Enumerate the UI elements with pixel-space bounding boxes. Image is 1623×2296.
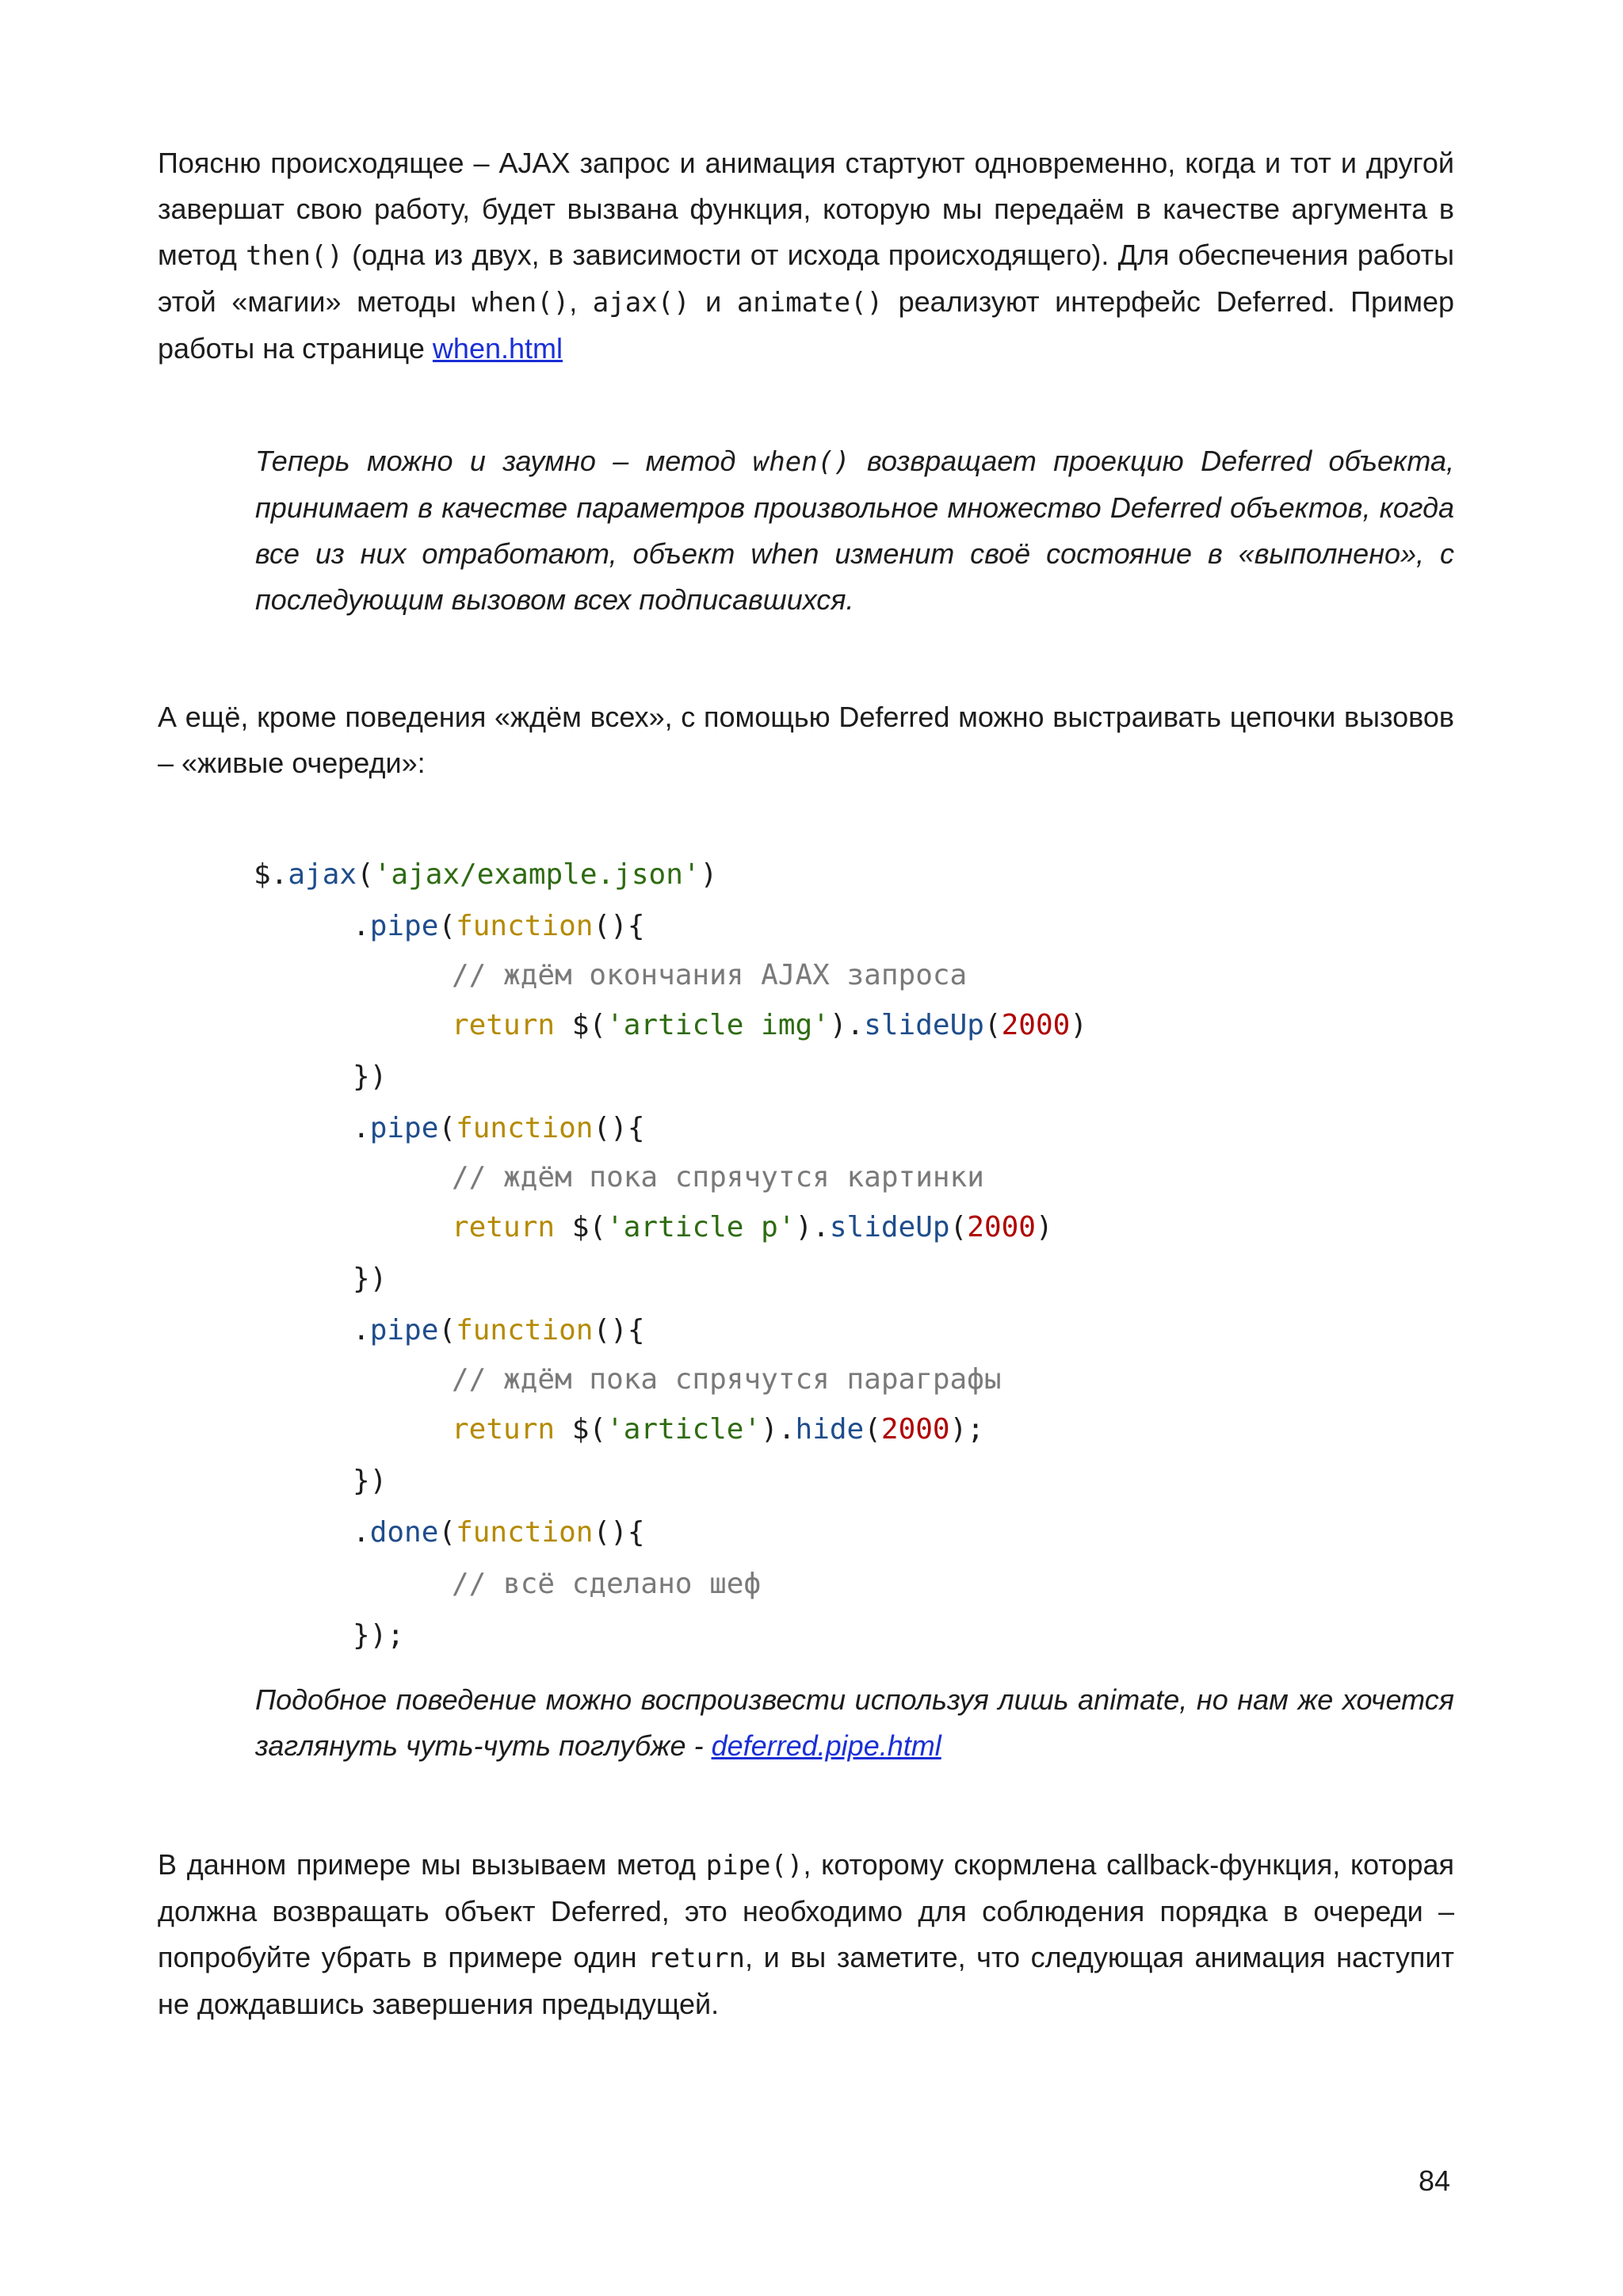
page-number: 84 xyxy=(1419,2164,1451,2197)
inline-code-ajax: ajax() xyxy=(592,287,690,319)
inline-code-animate: animate() xyxy=(736,287,884,319)
text-run: , и вы заметите, что следующая анимация наступит не дождавшись завершения предыдущей. xyxy=(158,1941,1454,2020)
inline-code-when: when() xyxy=(752,446,850,478)
text-run: , которому скормлена callback-функция, которая должна возвращать объект Deferred, это необходимо для соблюдения порядка в очереди – попробуйте убрать в примере один xyxy=(158,1848,1454,1973)
code-line: return $('article').hide(2000); xyxy=(452,1413,984,1446)
paragraph-chains: А ещё, кроме поведения «ждём всех», с помощью Deferred можно выстраивать цепочки вызовов – «живые очереди»: xyxy=(158,701,1454,779)
note-when-method xyxy=(255,438,1454,623)
code-line: }) xyxy=(353,1263,388,1295)
paragraph-intro xyxy=(158,140,1454,372)
code-line: .pipe(function(){ xyxy=(353,1314,645,1347)
text-run: Теперь можно и заумно – метод xyxy=(255,445,753,477)
code-line: .done(function(){ xyxy=(353,1516,645,1549)
when-html-link[interactable]: when.html xyxy=(432,332,563,365)
code-line: .pipe(function(){ xyxy=(353,910,645,942)
text-run: и xyxy=(689,285,737,318)
text-run: , xyxy=(569,285,593,318)
text-run: Подобное поведение можно воспроизвести используя лишь animate, но нам же хочется заглянуть чуть-чуть поглубже - xyxy=(255,1683,1454,1762)
inline-code-return: return xyxy=(647,1943,746,1974)
note-animate-alternative xyxy=(255,1677,1454,1769)
code-line: return $('article img').slideUp(2000) xyxy=(452,1009,1087,1041)
code-line: return $('article p').slideUp(2000) xyxy=(452,1211,1053,1244)
text-run: возвращает проекцию Deferred объекта, принимает в качестве параметров произвольное множество Deferred объектов, когда все из них отработают, объект when изменит своё состояние в «выполнено», с последующим вызовом всех подписавшихся. xyxy=(255,445,1454,616)
code-line: }); xyxy=(353,1619,405,1652)
inline-code-when: when() xyxy=(472,287,570,319)
code-line: // ждём пока спрячутся картинки xyxy=(452,1161,984,1194)
paragraph-pipe-explanation xyxy=(158,1842,1454,2027)
code-line: }) xyxy=(353,1465,388,1497)
text-run: реализуют интерфейс Deferred. Пример работы на странице xyxy=(158,285,1454,365)
code-block xyxy=(254,849,1458,1661)
inline-code-pipe: pipe() xyxy=(705,1850,804,1881)
deferred-pipe-html-link[interactable]: deferred.pipe.html xyxy=(711,1729,941,1762)
inline-code-then: then() xyxy=(246,240,343,272)
code-line: $.ajax('ajax/example.json') xyxy=(254,858,718,891)
text-run: В данном примере мы вызываем метод xyxy=(158,1848,706,1881)
code-line: }) xyxy=(353,1060,388,1093)
code-line: // всё сделано шеф xyxy=(452,1568,762,1600)
code-line: .pipe(function(){ xyxy=(353,1112,645,1144)
code-line: // ждём окончания AJAX запроса xyxy=(452,959,968,991)
text-run: (одна из двух, в зависимости от исхода происходящего). Для обеспечения работы этой «магии» методы xyxy=(158,239,1454,318)
code-line: // ждём пока спрячутся параграфы xyxy=(452,1363,1002,1396)
text-run: Поясню происходящее – AJAX запрос и анимация стартуют одновременно, когда и тот и другой завершат свою работу, будет вызвана функция, которую мы передаём в качестве аргумента в метод xyxy=(158,147,1454,271)
